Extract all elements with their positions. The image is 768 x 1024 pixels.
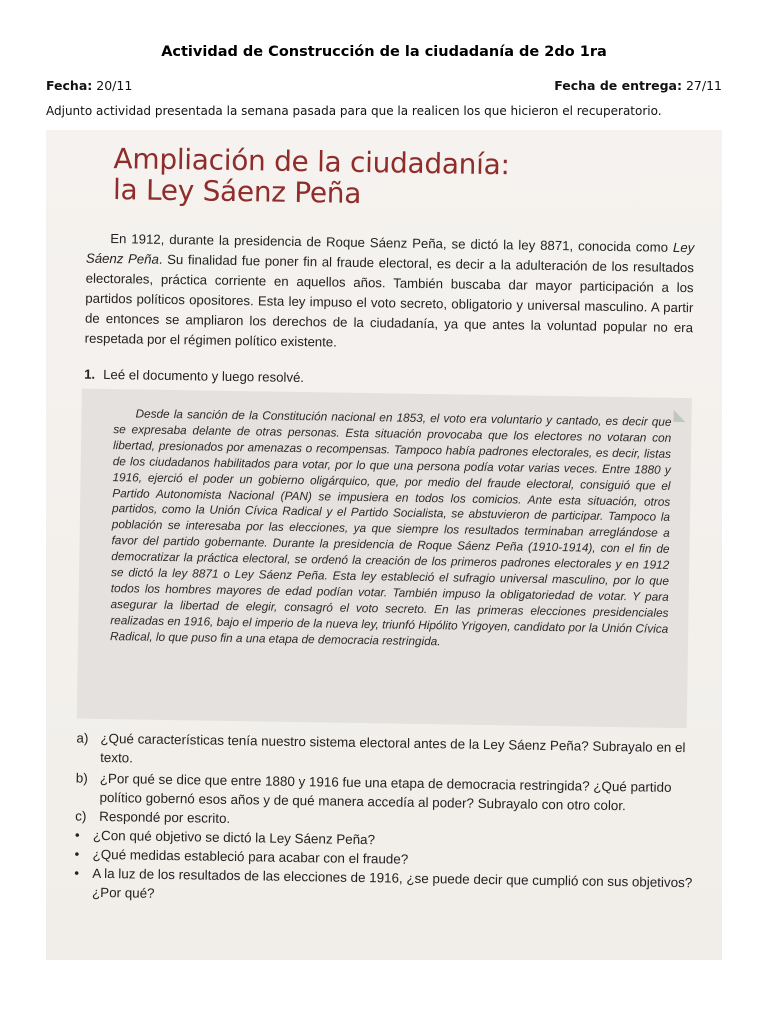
intro-paragraph: [85, 229, 695, 359]
document-text: Desde la sanción de la Constitución nacional en 1853, el voto era voluntario y cantado, es decir que se expresaba delante de otras personas. Esta situación provocaba que los electores no votaran con libertad, presionados por amenazas o recompensas. Tampoco había padrones electorales, es decir, listas de los ciudadanos habilitados para votar, por lo que una persona podía votar varias veces. Entre 1880 y 1916, ejerció el poder un gobierno oligárquico, que, por medio del fraude electoral, consiguió que el Partido Autonomista Nacional (PAN) se impusiera en todos los comicios. Ante esta situación, otros partidos, como la Unión Cívica Radical y el Partido Socialista, se abstuvieron de participar. Tampoco la población se interesaba por las elecciones, ya que siempre los resultados terminaban arreglándose a favor del partido gobernante. Durante la presidencia de Roque Sáenz Peña (1910-1914), con el fin de democratizar la práctica electoral, se ordenó la creación de los primeros padrones electorales y en 1912 se dictó la ley 8871 o Ley Sáenz Peña. Esta ley estableció el sufragio universal masculino, por lo que todos los hombres mayores de edad podían votar. También impuso la obligatoriedad de votar. Y para asegurar la libertad de elegir, consagró el voto secreto. En las primeras elecciones presidenciales realizadas en 1916, bajo el imperio de la nueva ley, triunfó Hipólito Yrigoyen, candidato por la Unión Cívica Radical, lo que puso fin a una etapa de democracia restringida.: [109, 406, 672, 648]
date-value: 20/11: [96, 78, 133, 93]
question-1-text: Leé el documento y luego resolvé.: [103, 366, 305, 386]
page-title-line-2: la Ley Sáenz Peña: [112, 173, 362, 210]
due-date-value: 27/11: [685, 78, 722, 93]
questions-list: [74, 729, 697, 912]
intro-text-a: En 1912, durante la presidencia de Roque Sáenz Peña, se dictó la ley 8871, conocida como: [110, 231, 674, 255]
due-date-label: Fecha de entrega:: [554, 78, 682, 93]
scanned-page-content: [46, 130, 722, 901]
question-1: [84, 367, 304, 385]
question-b-label: b): [75, 770, 88, 786]
date-field: [46, 78, 132, 93]
folded-corner-icon: [673, 410, 685, 422]
intro-italic: Ley Sáenz Peña: [85, 239, 695, 267]
bullet-text: ¿Qué medidas estableció para acabar con el fraude?: [92, 846, 409, 867]
date-label: Fecha:: [46, 78, 93, 93]
bullet-icon: •: [74, 827, 80, 843]
page-title: [113, 143, 510, 211]
question-c-text: Respondé por escrito.: [99, 808, 231, 826]
bullet-icon: •: [74, 865, 80, 881]
page-title-line-1: Ampliación de la ciudadanía:: [113, 142, 510, 182]
question-a-text: ¿Qué características tenía nuestro sistema electoral antes de la Ley Sáenz Peña? Subrayalo en el texto.: [100, 730, 686, 766]
bullet-icon: •: [74, 846, 80, 862]
question-1-number: 1.: [84, 366, 96, 382]
question-b-text: ¿Por qué se dice que entre 1880 y 1916 fue una etapa de democracia restringida? ¿Qué partido político gobernó esos años y de qué manera accedía al poder? Subrayalo con otro color.: [99, 770, 672, 814]
intro-text-b: . Su finalidad fue poner fin al fraude electoral, es decir a la adulteración de los resultados electorales, práctica corriente en aquellos años. También buscaba dar mayor participación a los partidos políticos opositores. Esta ley impuso el voto secreto, obligatorio y universal masculino. A partir de entonces se ampliaron los derechos de la ciudadanía, ya que antes la voluntad popular no era respetada por el régimen político existente.: [84, 251, 695, 350]
question-c-label: c): [75, 808, 87, 824]
scanned-page: [46, 130, 722, 960]
attachment-note: Adjunto actividad presentada la semana pasada para que la realicen los que hicieron el recuperatorio.: [46, 104, 662, 118]
bullet-text: A la luz de los resultados de las elecciones de 1916, ¿se puede decir que cumplió con sus objetivos? ¿Por qué?: [91, 865, 693, 901]
due-date-field: [554, 78, 722, 93]
question-a-label: a): [76, 730, 89, 746]
activity-title: Actividad de Construcción de la ciudadanía de 2do 1ra: [161, 44, 607, 60]
bullet-text: ¿Con qué objetivo se dictó la Ley Sáenz Peña?: [92, 827, 376, 848]
